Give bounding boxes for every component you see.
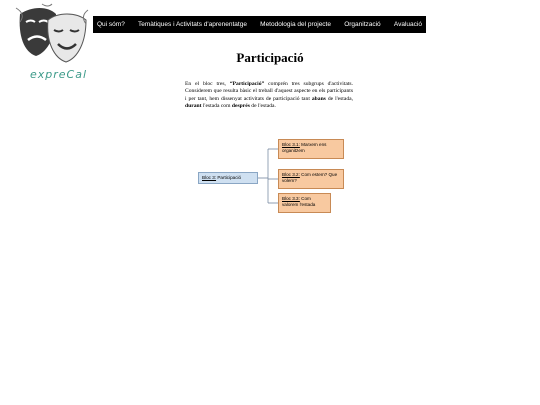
- diagram-node-bloc-3-3: [278, 193, 331, 213]
- intro-paragraph: [185, 81, 353, 110]
- node-code: Bloc 3.1:: [282, 142, 300, 147]
- intro-bold-abans: abans: [311, 95, 326, 102]
- diagram-node-bloc-3: [198, 172, 258, 184]
- intro-text: comprén tres subgrups d'activitats. Considerem que resulta bàsic el treball d'aquest aspecte en els participants i per tant, hem dissenyat activitats de participació tant: [185, 81, 354, 102]
- intro-bold-despres: després: [231, 102, 250, 109]
- intro-text: En el bloc tres,: [185, 81, 230, 87]
- node-label: Participació: [217, 175, 242, 180]
- top-nav: [93, 16, 426, 33]
- nav-item-avaluacio[interactable]: Avaluació: [393, 21, 422, 28]
- node-label: Com valorem l'estada: [282, 196, 316, 207]
- intro-bold-durant: durant: [185, 102, 202, 109]
- intro-text: l'estada com: [201, 102, 232, 109]
- node-code: Bloc 3.2:: [282, 172, 300, 177]
- diagram-node-bloc-3-1: [278, 139, 344, 159]
- nav-item-organitzacio[interactable]: Organització: [344, 21, 381, 28]
- logo-text: expreCal: [30, 68, 88, 81]
- nav-item-qui-som[interactable]: Qui sóm?: [97, 21, 125, 28]
- page-title: Participació: [236, 50, 304, 65]
- diagram-node-bloc-3-2: [278, 169, 344, 189]
- logo[interactable]: [12, 2, 92, 82]
- bloc-diagram: [190, 134, 360, 220]
- node-label: Com estem? Que volem?: [282, 172, 338, 183]
- node-code: Bloc 3:: [202, 175, 217, 180]
- intro-text: de l'estada.: [249, 102, 276, 109]
- node-code: Bloc 3.3:: [282, 196, 300, 201]
- nav-item-metodologia[interactable]: Metodologia del projecte: [260, 21, 331, 28]
- node-label: Marxem ens organitzem: [282, 142, 327, 153]
- intro-text: de l'estada,: [325, 95, 354, 102]
- nav-item-tematiques[interactable]: Temàtiques i Activitats d'aprenentatge: [138, 21, 247, 28]
- intro-bold-participacio: “Participació”: [229, 81, 265, 87]
